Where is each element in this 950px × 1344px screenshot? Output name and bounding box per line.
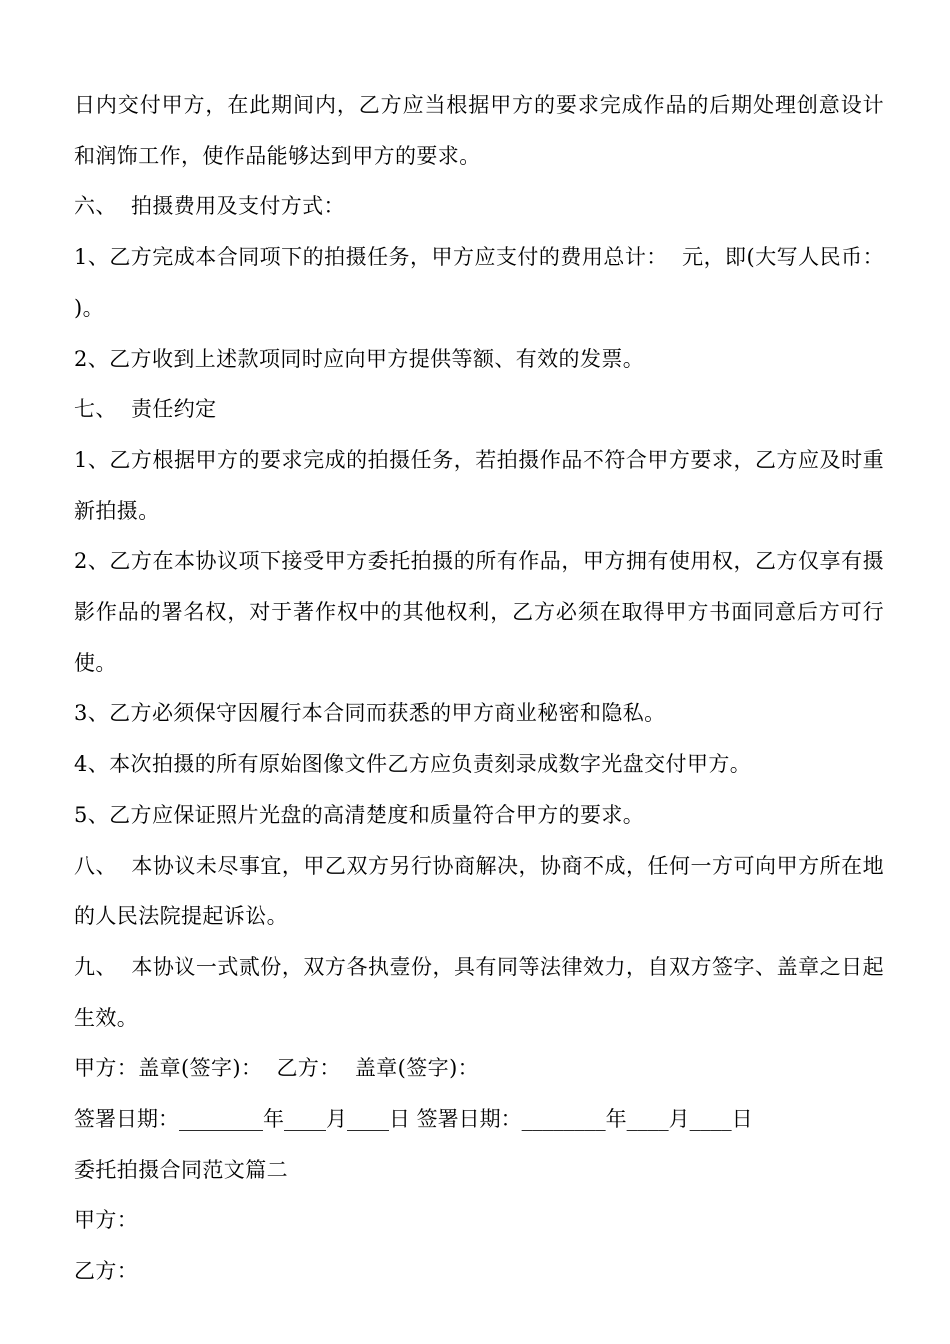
signature-date-line: 签署日期：________年____月____日 签署日期：________年____月____日 [74, 1107, 753, 1132]
section-dispute: 八、 本协议未尽事宜，甲乙双方另行协商解决，协商不成，任何一方可向甲方所在地的人民法院提起诉讼。 [74, 853, 884, 929]
section-heading-fees: 六、 拍摄费用及支付方式： [74, 194, 345, 219]
section-effect: 九、 本协议一式贰份，双方各执壹份，具有同等法律效力，自双方签字、盖章之日起生效。 [74, 954, 884, 1030]
clause-disc-quality: 5、乙方应保证照片光盘的高清楚度和质量符合甲方的要求。 [74, 802, 645, 827]
section-heading-responsibility: 七、 责任约定 [74, 397, 217, 422]
party-a-label: 甲方： [74, 1208, 139, 1233]
clause-invoice: 2、乙方收到上述款项同时应向甲方提供等额、有效的发票。 [74, 346, 645, 371]
contract-two-title: 委托拍摄合同范文篇二 [74, 1157, 288, 1182]
document-body [74, 80, 899, 1297]
clause-copyright: 2、乙方在本协议项下接受甲方委托拍摄的所有作品，甲方拥有使用权，乙方仅享有摄影作品的署名权，对于著作权中的其他权利，乙方必须在取得甲方书面同意后方可行使。 [74, 549, 884, 675]
clause-fee-total: 1、乙方完成本合同项下的拍摄任务，甲方应支付的费用总计： 元，即(大写人民币： )。 [74, 245, 899, 320]
signature-line: 甲方：盖章(签字)： 乙方： 盖章(签字)： [74, 1056, 480, 1081]
party-b-label: 乙方： [74, 1259, 139, 1284]
paragraph-delivery-continuation: 日内交付甲方，在此期间内，乙方应当根据甲方的要求完成作品的后期处理创意设计和润饰工作，使作品能够达到甲方的要求。 [74, 93, 884, 168]
clause-reshoot: 1、乙方根据甲方的要求完成的拍摄任务，若拍摄作品不符合甲方要求，乙方应及时重新拍摄。 [74, 447, 884, 523]
clause-disc-delivery: 4、本次拍摄的所有原始图像文件乙方应负责刻录成数字光盘交付甲方。 [74, 752, 752, 777]
clause-confidentiality: 3、乙方必须保守因履行本合同而获悉的甲方商业秘密和隐私。 [74, 701, 666, 726]
